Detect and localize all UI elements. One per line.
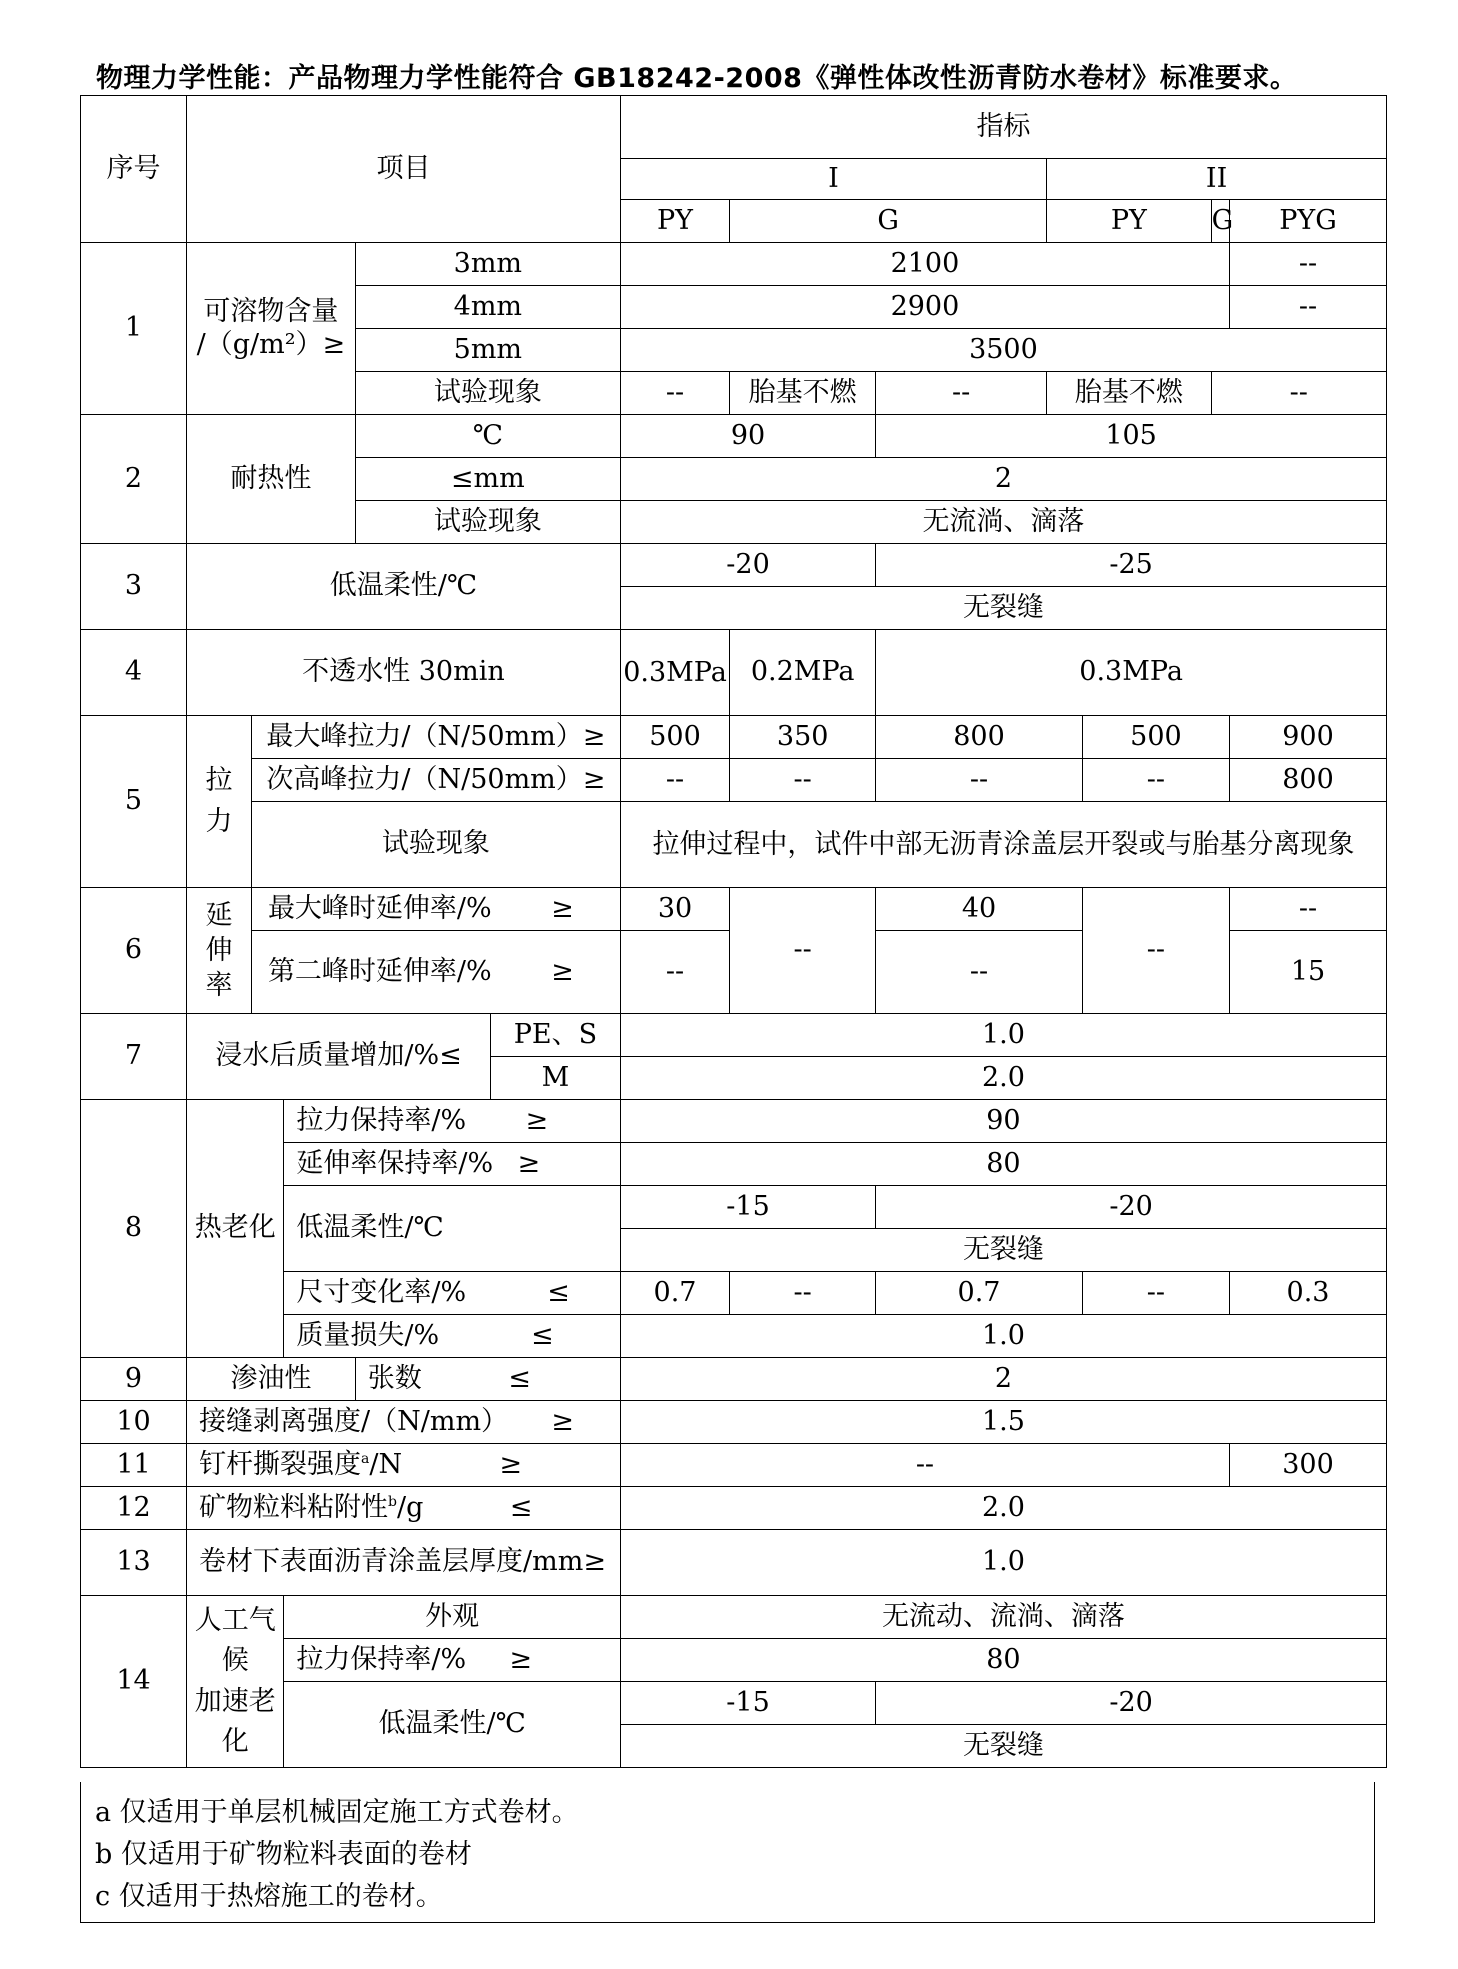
row-7-name: 浸水后质量增加/%≤: [187, 1014, 491, 1100]
row-8-d-label: [284, 1272, 620, 1315]
row-14-a-value: 无流动、流淌、滴落: [620, 1596, 1386, 1639]
header-g-2: G: [1211, 200, 1229, 243]
header-py-1: PY: [620, 200, 729, 243]
row-1-obs-2: 胎基不燃: [730, 372, 876, 415]
row-6-sec-3: --: [876, 931, 1083, 1014]
row-12-op: ≤: [509, 1491, 533, 1523]
header-item: 项目: [187, 96, 621, 243]
row-5-sec-5: 800: [1230, 759, 1387, 802]
row-13-name: 卷材下表面沥青涂盖层厚度/mm≥: [187, 1530, 621, 1596]
header-seq: 序号: [81, 96, 187, 243]
row-8-d-1: 0.7: [620, 1272, 729, 1315]
row-2-obs-label: 试验现象: [355, 501, 620, 544]
row-5-max-5: 900: [1230, 716, 1387, 759]
row-9-sub: [355, 1358, 620, 1401]
row-6-sec-op: ≥: [551, 955, 574, 987]
row-8-e-op: ≤: [530, 1319, 554, 1351]
row-1-value-4mm: 2900: [620, 286, 1229, 329]
row-8-d-op: ≤: [547, 1276, 570, 1308]
row-9-name: 渗油性: [187, 1358, 356, 1401]
header-class-1: I: [620, 159, 1046, 200]
row-14-b-label: [284, 1639, 620, 1682]
row-14-a-label: 外观: [284, 1596, 620, 1639]
row-5-sec-3: --: [876, 759, 1083, 802]
row-5-sec-1: --: [620, 759, 729, 802]
header-index: 指标: [620, 96, 1386, 159]
row-1-obs-label: 试验现象: [355, 372, 620, 415]
row-1-value-5mm: 3500: [620, 329, 1386, 372]
row-4-value-3: 0.3MPa: [876, 630, 1387, 716]
row-10-value: 1.5: [620, 1401, 1386, 1444]
row-6-max-4: --: [1082, 888, 1229, 1014]
row-5-max-1: 500: [620, 716, 729, 759]
row-5-max-3: 800: [876, 716, 1083, 759]
row-7-value-m: 2.0: [620, 1057, 1386, 1100]
row-2-spec-mm: ≤mm: [355, 458, 620, 501]
row-2-value-mm: 2: [620, 458, 1386, 501]
row-11-name: [187, 1444, 621, 1487]
footnote-a: a 仅适用于单层机械固定施工方式卷材。: [95, 1797, 579, 1828]
row-14-name-line1: 人工气候: [194, 1604, 276, 1676]
row-2-no: 2: [81, 415, 187, 544]
row-3-name: 低温柔性/℃: [187, 544, 621, 630]
row-3-crack: 无裂缝: [620, 587, 1386, 630]
row-5-obs-value: 拉伸过程中，试件中部无沥青涂盖层开裂或与胎基分离现象: [620, 802, 1386, 888]
row-3-no: 3: [81, 544, 187, 630]
row-8-c-label: 低温柔性/℃: [284, 1186, 620, 1272]
row-1-obs-4: 胎基不燃: [1047, 372, 1211, 415]
row-8-a-value: 90: [620, 1100, 1386, 1143]
row-8-e-label: [284, 1315, 620, 1358]
row-1-spec-5mm: 5mm: [355, 329, 620, 372]
row-8-c-value-1: -15: [620, 1186, 875, 1229]
row-12-value: 2.0: [620, 1487, 1386, 1530]
row-1-no: 1: [81, 243, 187, 415]
row-1-value-4mm-pyg: --: [1230, 286, 1387, 329]
footnote-c: c 仅适用于热熔施工的卷材。: [95, 1881, 443, 1912]
row-14-c-value-2: -20: [876, 1682, 1387, 1725]
row-6-max-op: ≥: [551, 892, 574, 924]
row-8-b-op: ≥: [517, 1147, 541, 1179]
header-class-2: II: [1047, 159, 1387, 200]
row-14-b-value: 80: [620, 1639, 1386, 1682]
row-9-no: 9: [81, 1358, 187, 1401]
row-4-value-1: 0.3MPa: [620, 630, 729, 716]
row-12-unit: /g: [397, 1491, 424, 1523]
row-2-name: 耐热性: [187, 415, 356, 544]
row-5-obs-label: 试验现象: [251, 802, 620, 888]
page-title: 物理力学性能：产品物理力学性能符合 GB18242-2008《弹性体改性沥青防水卷材》标准要求。: [96, 63, 1298, 94]
row-1-value-3mm-pyg: --: [1230, 243, 1387, 286]
row-10-op: ≥: [551, 1405, 574, 1437]
row-9-value: 2: [620, 1358, 1386, 1401]
row-4-name: 不透水性 30min: [187, 630, 621, 716]
row-6-sec-5: 15: [1230, 931, 1387, 1014]
footnotes: [80, 1782, 1375, 1923]
row-1-value-3mm: 2100: [620, 243, 1229, 286]
row-8-name: 热老化: [187, 1100, 284, 1358]
row-12-sup: b: [388, 1493, 397, 1510]
row-8-b-label: [284, 1143, 620, 1186]
row-5-sec-2: --: [730, 759, 876, 802]
row-5-no: 5: [81, 716, 187, 888]
row-9-sub-text: 张数: [367, 1362, 422, 1394]
row-2-value-c-1: 90: [620, 415, 875, 458]
row-5-group: 拉力: [187, 716, 252, 888]
row-6-max-1: 30: [620, 888, 729, 931]
row-8-a-text: 拉力保持率/%: [296, 1104, 467, 1136]
row-13-value: 1.0: [620, 1530, 1386, 1596]
row-7-no: 7: [81, 1014, 187, 1100]
row-6-max-5: --: [1230, 888, 1387, 931]
row-12-name: [187, 1487, 621, 1530]
row-11-no: 11: [81, 1444, 187, 1487]
row-10-no: 10: [81, 1401, 187, 1444]
row-11-unit: /N: [369, 1448, 403, 1480]
row-11-name-text: 钉杆撕裂强度: [199, 1448, 362, 1480]
footnote-b: b 仅适用于矿物粒料表面的卷材: [95, 1839, 472, 1870]
row-1-spec-3mm: 3mm: [355, 243, 620, 286]
row-8-a-op: ≥: [525, 1104, 549, 1136]
row-10-name-text: 接缝剥离强度/（N/mm）: [199, 1405, 509, 1437]
row-14-b-op: ≥: [509, 1643, 532, 1675]
row-1-name: [187, 243, 356, 415]
row-12-name-text: 矿物粒料粘附性: [199, 1491, 389, 1523]
row-10-name: [187, 1401, 621, 1444]
row-11-value-2: 300: [1230, 1444, 1387, 1487]
header-g-1: G: [730, 200, 1047, 243]
row-2-value-c-2: 105: [876, 415, 1387, 458]
row-1-spec-4mm: 4mm: [355, 286, 620, 329]
row-8-d-text: 尺寸变化率/%: [296, 1276, 467, 1308]
row-8-e-value: 1.0: [620, 1315, 1386, 1358]
row-5-sec-4: --: [1082, 759, 1229, 802]
row-5-sec-label: 次高峰拉力/（N/50mm）≥: [251, 759, 620, 802]
row-8-d-4: --: [1082, 1272, 1229, 1315]
row-14-b-text: 拉力保持率/%: [296, 1643, 467, 1675]
row-6-group: 延伸率: [187, 888, 252, 1014]
row-8-d-2: --: [730, 1272, 876, 1315]
row-14-c-label: 低温柔性/℃: [284, 1682, 620, 1768]
row-14-c-value-1: -15: [620, 1682, 875, 1725]
row-14-name: [187, 1596, 284, 1768]
row-13-no: 13: [81, 1530, 187, 1596]
row-6-max-text: 最大峰时延伸率/%: [267, 892, 492, 924]
row-8-crack: 无裂缝: [620, 1229, 1386, 1272]
row-5-max-label: 最大峰拉力/（N/50mm）≥: [251, 716, 620, 759]
row-14-no: 14: [81, 1596, 187, 1768]
row-4-value-2: 0.2MPa: [730, 630, 876, 716]
row-1-obs-3: --: [876, 372, 1047, 415]
row-6-sec-label: [251, 931, 620, 1014]
row-4-no: 4: [81, 630, 187, 716]
row-1-name-line1: 可溶物含量: [203, 296, 339, 328]
row-7-value-pe: 1.0: [620, 1014, 1386, 1057]
row-8-b-value: 80: [620, 1143, 1386, 1186]
row-1-obs-5: --: [1211, 372, 1386, 415]
row-2-obs-value: 无流淌、滴落: [620, 501, 1386, 544]
row-6-max-2: --: [730, 888, 876, 1014]
row-14-crack: 无裂缝: [620, 1725, 1386, 1768]
row-11-op: ≥: [499, 1448, 522, 1480]
row-7-spec-m: M: [491, 1057, 621, 1100]
row-14-name-line2: 加速老化: [194, 1685, 276, 1757]
row-8-d-5: 0.3: [1230, 1272, 1387, 1315]
row-1-obs-1: --: [620, 372, 729, 415]
header-pyg: PYG: [1230, 200, 1387, 243]
row-6-no: 6: [81, 888, 187, 1014]
row-12-no: 12: [81, 1487, 187, 1530]
row-7-spec-pe: PE、S: [491, 1014, 621, 1057]
row-8-d-3: 0.7: [876, 1272, 1083, 1315]
row-3-value-1: -20: [620, 544, 875, 587]
row-5-max-4: 500: [1082, 716, 1229, 759]
row-2-spec-c: ℃: [355, 415, 620, 458]
row-6-sec-1: --: [620, 931, 729, 1014]
row-3-value-2: -25: [876, 544, 1387, 587]
header-py-2: PY: [1047, 200, 1211, 243]
row-8-a-label: [284, 1100, 620, 1143]
row-5-max-2: 350: [730, 716, 876, 759]
row-11-sup: a: [361, 1450, 370, 1467]
row-6-sec-text: 第二峰时延伸率/%: [267, 955, 492, 987]
row-1-name-line2: /（g/m²）≥: [196, 328, 346, 360]
row-8-e-text: 质量损失/%: [296, 1319, 440, 1351]
row-6-max-3: 40: [876, 888, 1083, 931]
row-9-sub-op: ≤: [508, 1362, 531, 1394]
row-6-max-label: [251, 888, 620, 931]
row-11-value-1: --: [620, 1444, 1229, 1487]
row-8-b-text: 延伸率保持率/%: [296, 1147, 494, 1179]
row-8-no: 8: [81, 1100, 187, 1358]
row-8-c-value-2: -20: [876, 1186, 1387, 1229]
spec-table: [80, 95, 1387, 1768]
